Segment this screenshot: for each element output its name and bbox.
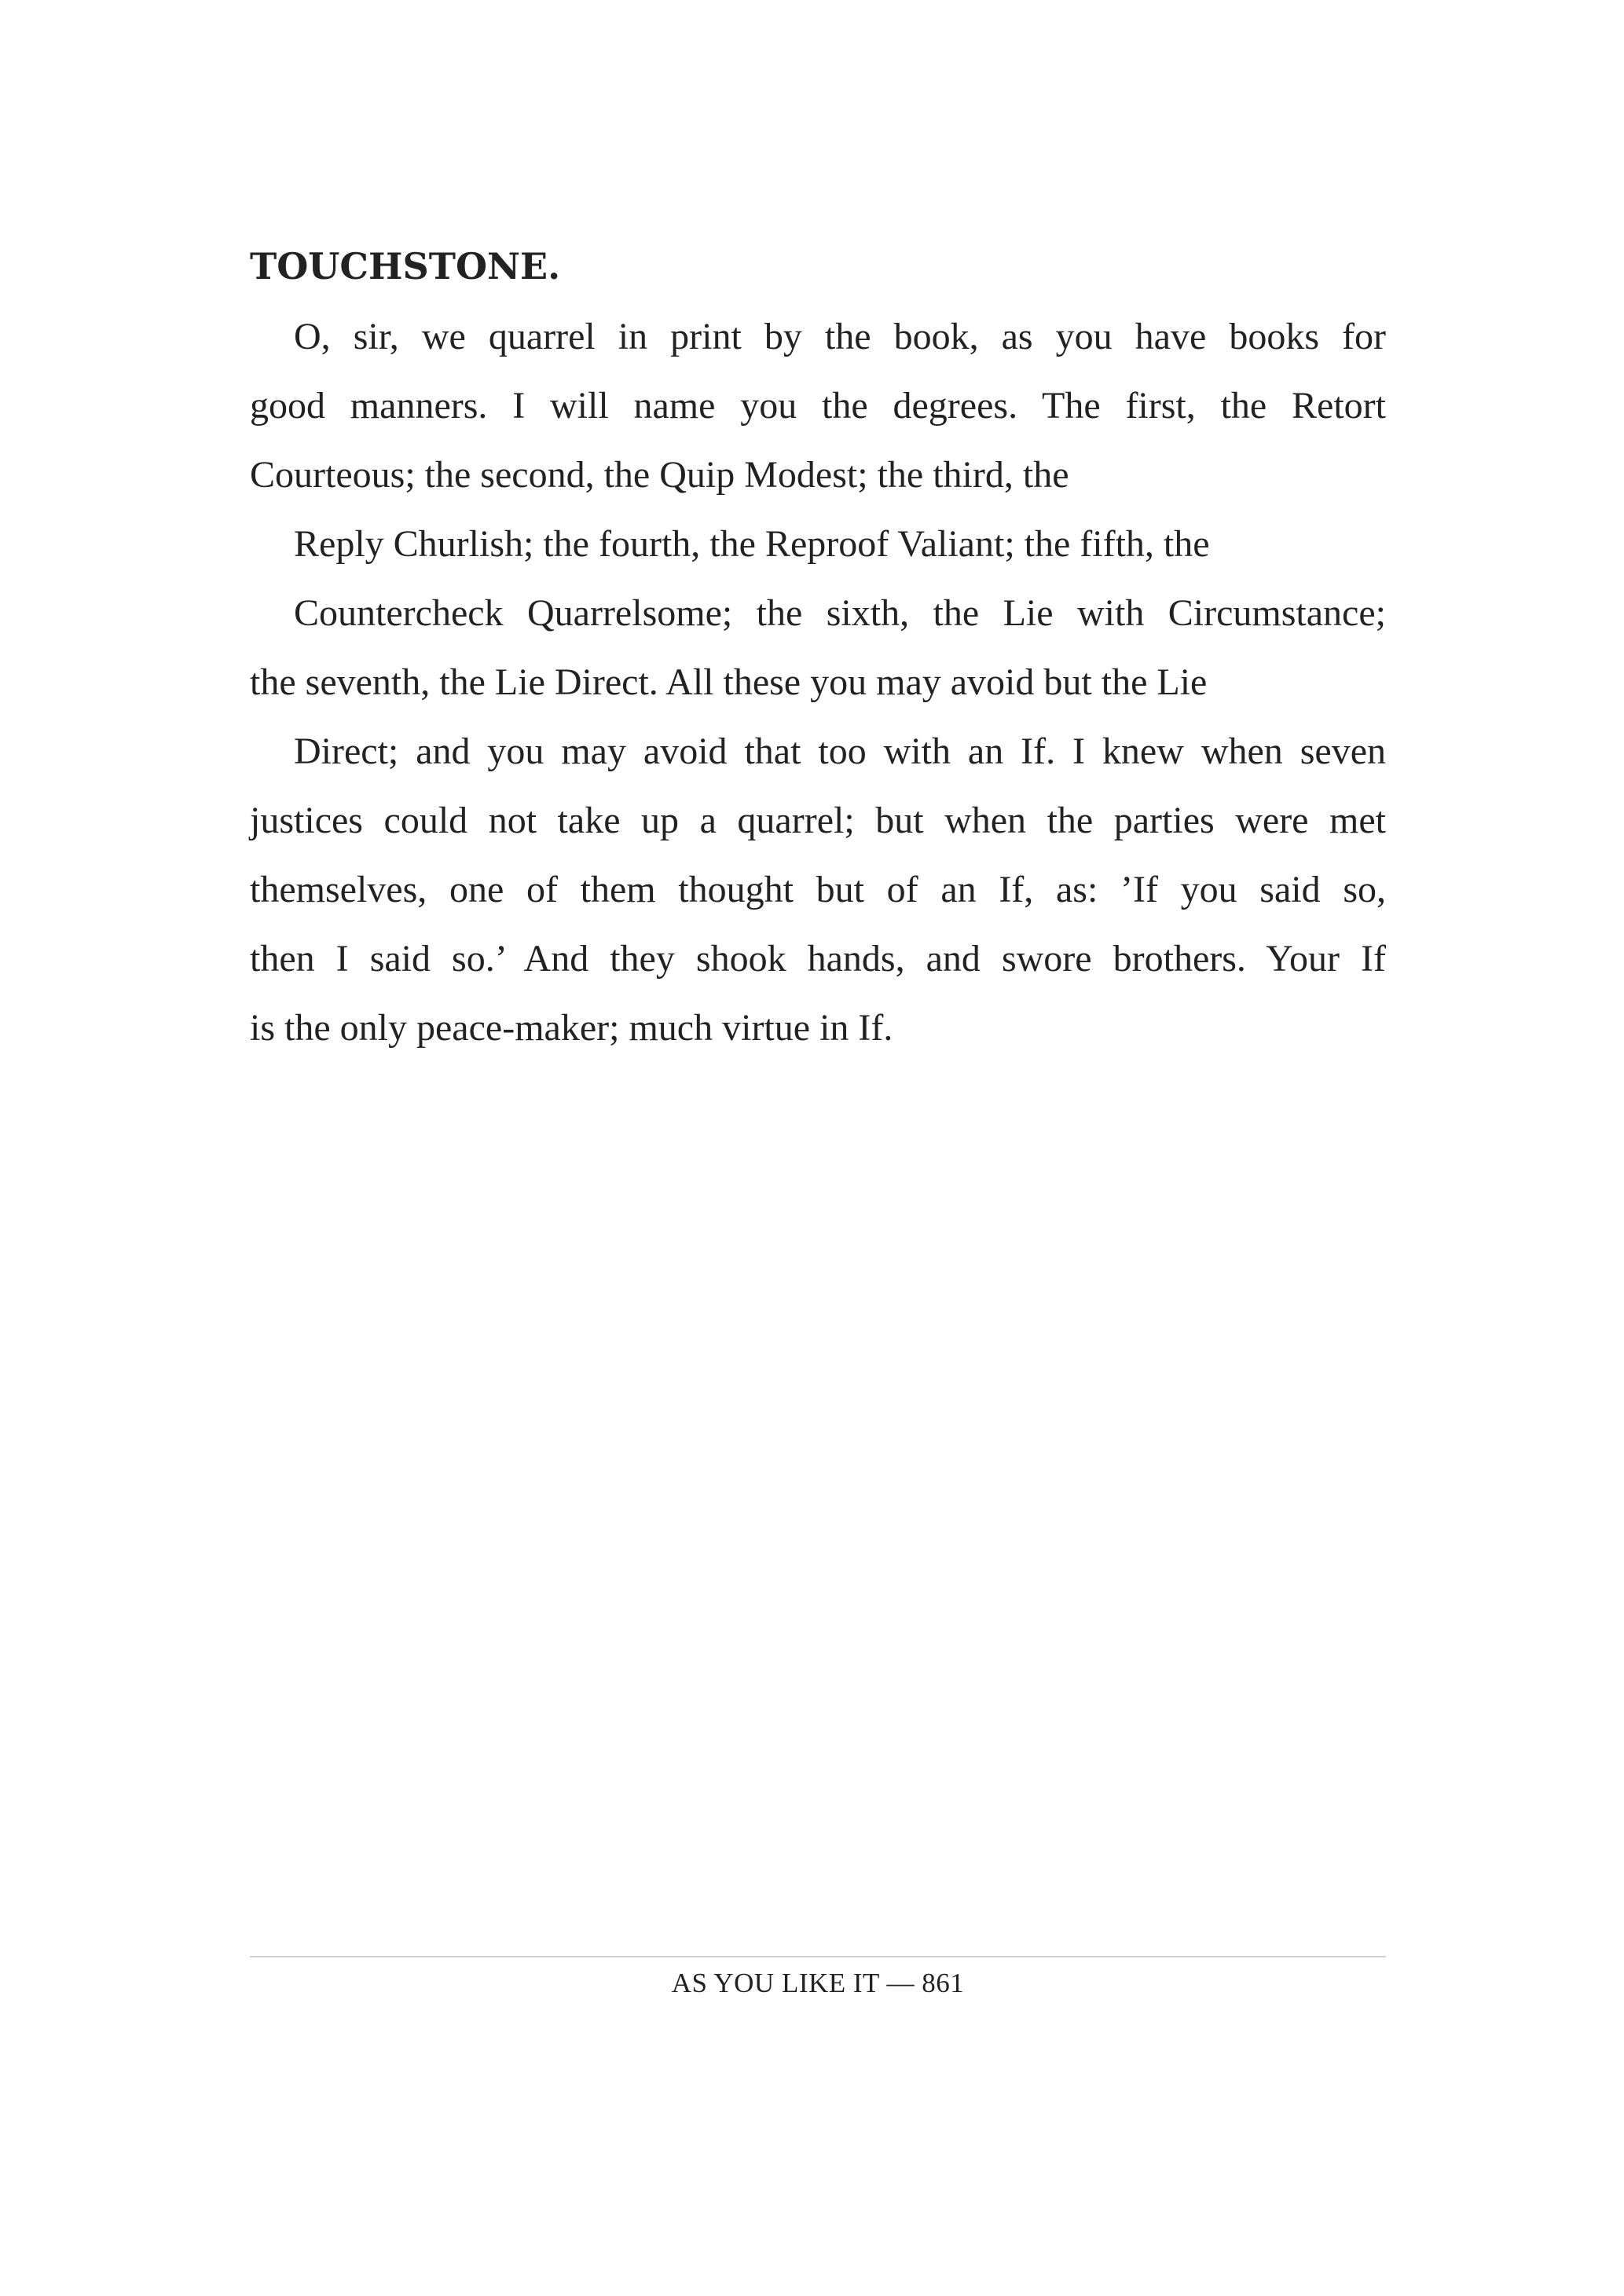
speech-line: the seventh, the Lie Direct. All these you may avoid but the Lie [250, 661, 1208, 703]
speech-line: good manners. I will name you the degrees. The first, the Retort [250, 385, 1386, 427]
speech-line: Reply Churlish; the fourth, the Reproof Valiant; the fifth, the [294, 523, 1210, 565]
speech-line: is the only peace-maker; much virtue in If. [250, 1007, 893, 1049]
speech-line: Countercheck Quarrelsome; the sixth, the Lie with Circumstance; [294, 592, 1386, 634]
speech-text [250, 302, 1386, 1063]
speech-line: Courteous; the second, the Quip Modest; the third, the [250, 454, 1069, 496]
speech-line: Direct; and you may avoid that too with an If. I knew when seven [294, 731, 1386, 772]
running-footer: AS YOU LIKE IT — 861 [671, 1968, 965, 1998]
footer-divider [250, 1956, 1386, 1957]
speaker-name: TOUCHSTONE. [250, 245, 561, 287]
page-body [250, 240, 1386, 1063]
speech-line: then I said so.’ And they shook hands, and swore brothers. Your If [250, 938, 1386, 980]
speech-line: justices could not take up a quarrel; but when the parties were met [250, 800, 1386, 841]
speech-line: themselves, one of them thought but of an If, as: ’If you said so, [250, 869, 1386, 910]
speech-line: O, sir, we quarrel in print by the book, as you have books for [294, 316, 1386, 357]
